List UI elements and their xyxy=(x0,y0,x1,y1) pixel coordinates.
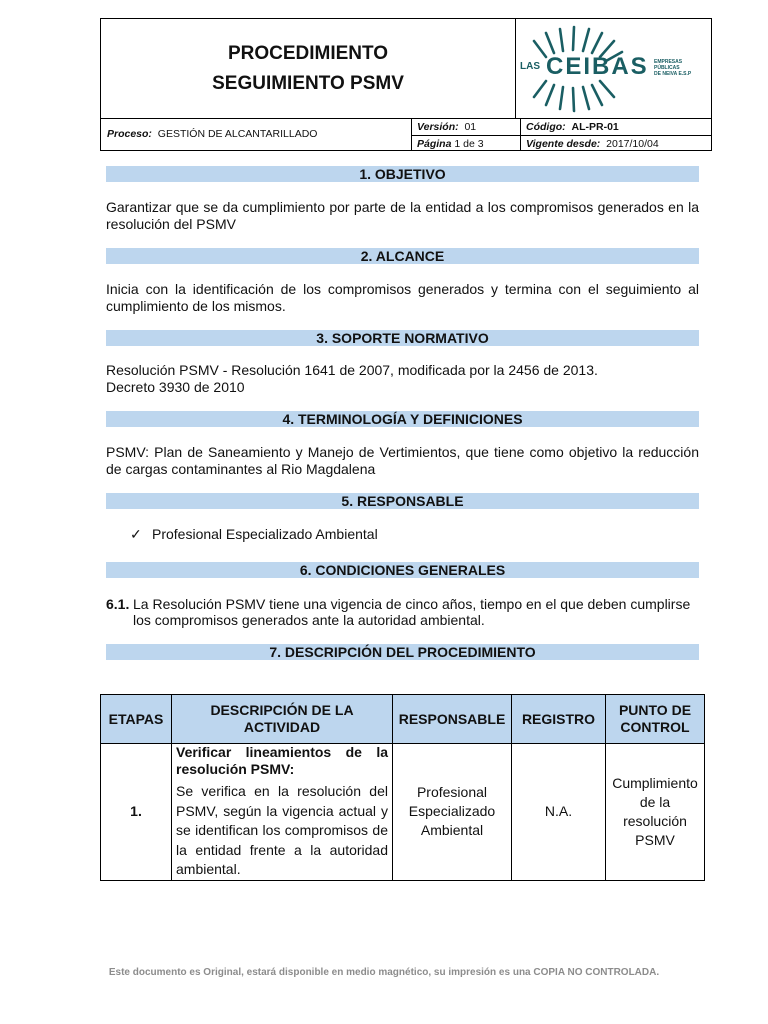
document-header xyxy=(100,18,712,151)
section-terminologia-text: PSMV: Plan de Saneamiento y Manejo de Vertimientos, que tiene como objetivo la reducción de cargas contaminantes al Rio Magdalena xyxy=(106,444,699,477)
descripcion-title: Verificar lineamientos de la resolución PSMV: xyxy=(176,744,388,777)
section-soporte-line-1: Resolución PSMV - Resolución 1641 de 2007, modificada por la 2456 de 2013. xyxy=(106,362,598,378)
logo-prefix: LAS xyxy=(520,61,540,72)
section-responsable-title: 5. RESPONSABLE xyxy=(106,493,699,509)
table-header-row xyxy=(101,695,705,744)
version-label: Versión: xyxy=(417,121,459,133)
vigente-field xyxy=(526,137,659,151)
logo-sub-1: EMPRESAS xyxy=(654,59,683,65)
checkmark-icon: ✓ xyxy=(130,526,142,542)
section-objetivo-title: 1. OBJETIVO xyxy=(106,166,699,182)
header-etapas: ETAPAS xyxy=(101,695,172,744)
descripcion-cell xyxy=(172,744,393,881)
registro-cell: N.A. xyxy=(512,744,606,881)
condicion-number: 6.1. xyxy=(106,596,130,612)
document-title xyxy=(101,19,516,118)
procedure-table xyxy=(100,694,705,881)
codigo-field xyxy=(526,120,619,134)
responsable-cell: Profesional Especializado Ambiental xyxy=(393,744,512,881)
codigo-label: Código: xyxy=(526,121,566,133)
pagina-value: 1 de 3 xyxy=(454,138,484,150)
vigente-label: Vigente desde: xyxy=(526,138,601,150)
condicion-line-1: La Resolución PSMV tiene una vigencia de cinco años, tiempo en el que deben cumplirse xyxy=(133,596,691,612)
logo-name: CEIBAS xyxy=(546,53,649,80)
section-condiciones-title: 6. CONDICIONES GENERALES xyxy=(106,562,699,578)
section-alcance-text: Inicia con la identificación de los compromisos generados y termina con el seguimiento al cumplimiento de los mismos. xyxy=(106,281,699,314)
table-row xyxy=(101,744,705,881)
proceso-value: GESTIÓN DE ALCANTARILLADO xyxy=(157,128,318,140)
logo-subtitle xyxy=(654,59,691,77)
proceso-field xyxy=(107,127,317,141)
section-alcance-title: 2. ALCANCE xyxy=(106,248,699,264)
header-punto-control: PUNTO DE CONTROL xyxy=(606,695,705,744)
etapa-cell: 1. xyxy=(101,744,172,881)
proceso-label: Proceso: xyxy=(107,128,152,140)
logo-sub-2: PÚBLICAS xyxy=(654,65,680,71)
version-value: 01 xyxy=(464,121,477,133)
punto-control-cell: Cumplimiento de la resolución PSMV xyxy=(606,744,705,881)
version-field xyxy=(417,120,476,134)
title-line-1: PROCEDIMIENTO xyxy=(227,42,389,64)
pagina-label: Página xyxy=(417,138,452,150)
codigo-value: AL-PR-01 xyxy=(571,121,619,133)
header-responsable: RESPONSABLE xyxy=(393,695,512,744)
vigente-value: 2017/10/04 xyxy=(606,138,659,150)
section-objetivo-text: Garantizar que se da cumplimiento por parte de la entidad a los compromisos generados en la resolución del PSMV xyxy=(106,199,699,232)
section-soporte-line-2: Decreto 3930 de 2010 xyxy=(106,379,245,395)
title-line-2: SEGUIMIENTO PSMV xyxy=(212,72,404,94)
responsable-item: Profesional Especializado Ambiental xyxy=(152,526,378,542)
pagina-field xyxy=(417,137,484,151)
section-terminologia-title: 4. TERMINOLOGÍA Y DEFINICIONES xyxy=(106,411,699,427)
section-soporte-title: 3. SOPORTE NORMATIVO xyxy=(106,330,699,346)
company-logo xyxy=(516,19,711,118)
section-descripcion-title: 7. DESCRIPCIÓN DEL PROCEDIMIENTO xyxy=(106,644,699,660)
header-registro: REGISTRO xyxy=(512,695,606,744)
descripcion-text: Se verifica en la resolución del PSMV, según la vigencia actual y se identifican los compromisos de la entidad frente a la autoridad ambiental. xyxy=(176,783,388,877)
logo-sub-3: DE NEIVA E.S.P xyxy=(654,71,692,77)
header-descripcion: DESCRIPCIÓN DE LA ACTIVIDAD xyxy=(172,695,393,744)
footer-note: Este documento es Original, estará disponible en medio magnético, su impresión es una COPIA NO CONTROLADA. xyxy=(108,967,660,978)
condicion-line-2: los compromisos generados ante la autoridad ambiental. xyxy=(133,612,485,628)
